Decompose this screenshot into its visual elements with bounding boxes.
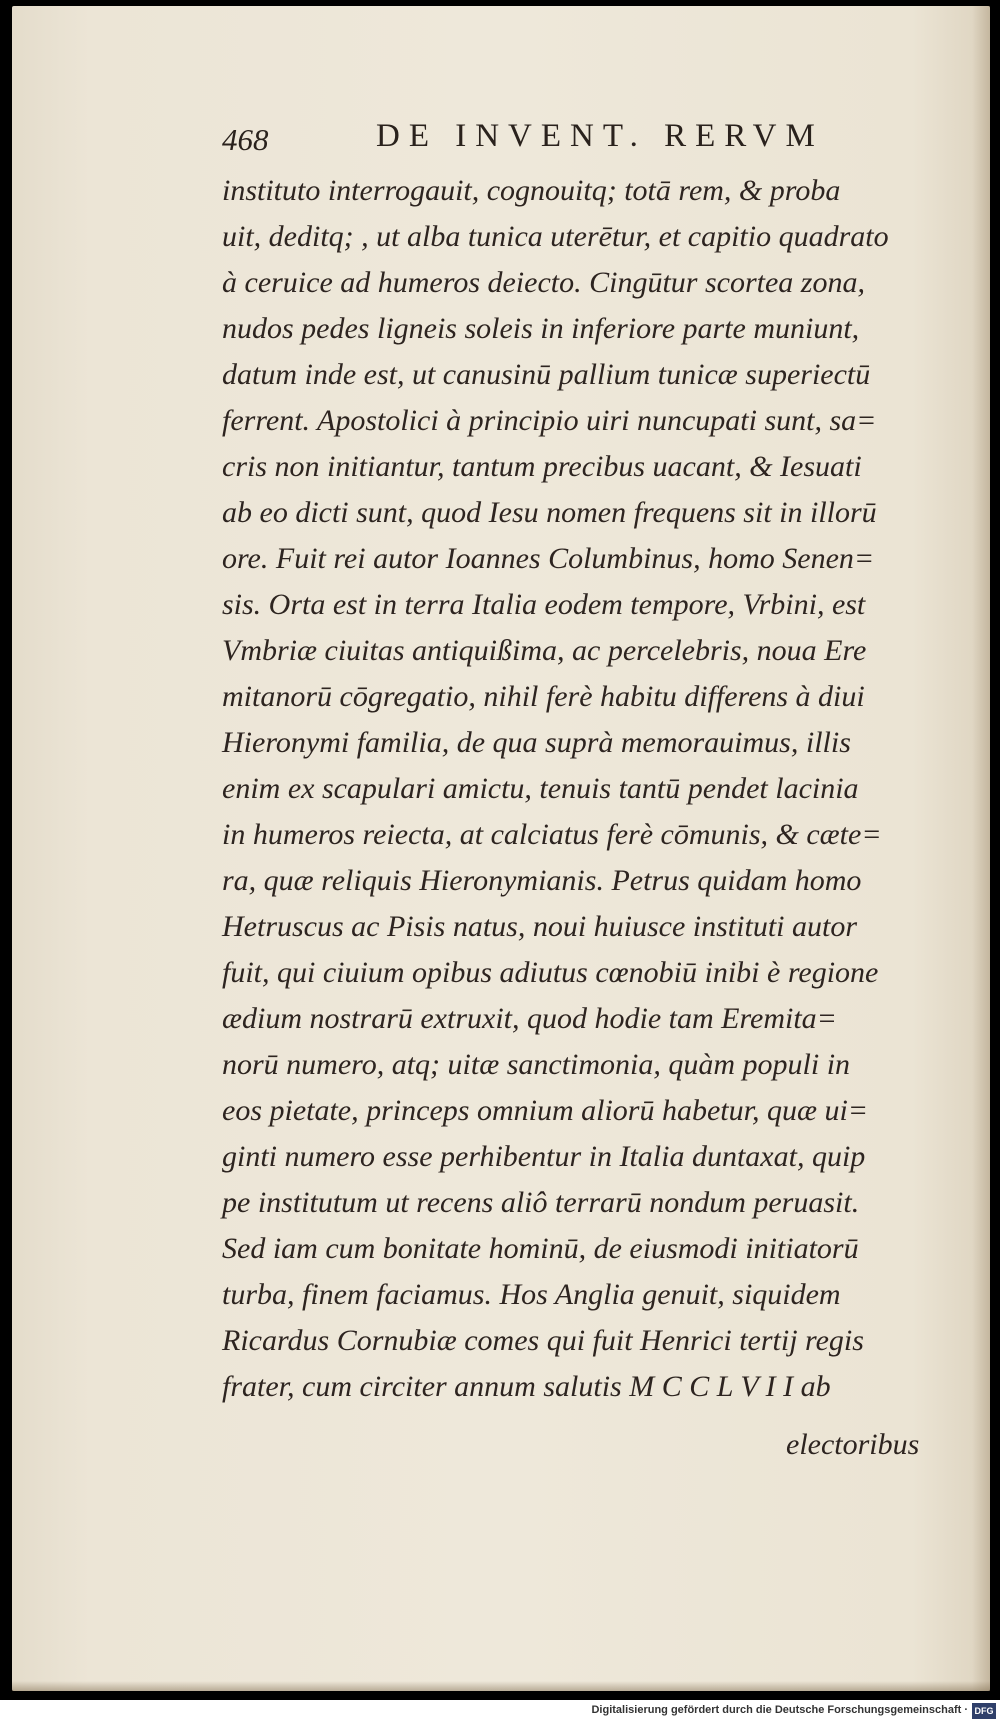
text-line: Vmbriæ ciuitas antiquißima, ac percelebris, noua Ere (222, 634, 867, 667)
running-head (222, 118, 902, 168)
text-line: nudos pedes ligneis soleis in inferiore parte muniunt, (222, 312, 860, 345)
page-edge-shadow-right (972, 6, 990, 1691)
text-line: eos pietate, princeps omnium aliorū habetur, quæ ui= (222, 1094, 869, 1127)
text-line: instituto interrogauit, cognouitq; totā rem, & proba (222, 174, 841, 207)
text-line: in humeros reiecta, at calciatus ferè cōmunis, & cæte= (222, 818, 882, 851)
page-edge-shadow-bottom (12, 1681, 990, 1691)
text-line: turba, finem faciamus. Hos Anglia genuit, siquidem (222, 1278, 841, 1311)
text-line: ore. Fuit rei autor Ioannes Columbinus, homo Senen= (222, 542, 875, 575)
dfg-logo: DFG (972, 1703, 996, 1719)
text-line: Hieronymi familia, de qua suprà memorauimus, illis (222, 726, 851, 759)
text-line: frater, cum circiter annum salutis M C C L V I I ab (222, 1370, 831, 1403)
text-line: fuit, qui ciuium opibus adiutus cœnobiū inibi è regione (222, 956, 879, 989)
text-line: à ceruice ad humeros deiecto. Cingūtur scortea zona, (222, 266, 865, 299)
text-line: uit, deditq; , ut alba tunica uterētur, et capitio quadrato (222, 220, 889, 253)
text-line: cris non initiantur, tantum precibus uacant, & Iesuati (222, 450, 862, 483)
text-line: ab eo dicti sunt, quod Iesu nomen frequens sit in illorū (222, 496, 877, 529)
text-line: ædium nostrarū extruxit, quod hodie tam Eremita= (222, 1002, 837, 1035)
text-line: Ricardus Cornubiæ comes qui fuit Henrici tertij regis (222, 1324, 864, 1357)
digitization-footer (0, 1700, 1000, 1723)
text-line: Hetruscus ac Pisis natus, noui huiusce instituti autor (222, 910, 857, 943)
text-line: ra, quæ reliquis Hieronymianis. Petrus quidam homo (222, 864, 862, 897)
text-line: sis. Orta est in terra Italia eodem tempore, Vrbini, est (222, 588, 866, 621)
text-line: enim ex scapulari amictu, tenuis tantū pendet lacinia (222, 772, 859, 805)
text-line: datum inde est, ut canusinū pallium tunicæ superiectū (222, 358, 871, 391)
funding-credit: Digitalisierung gefördert durch die Deutsche Forschungsgemeinschaft · (591, 1704, 968, 1716)
running-title: DE INVENT. RERVM (376, 118, 824, 154)
text-line: pe institutum ut recens aliô terrarū nondum peruasit. (222, 1186, 860, 1219)
text-line: ginti numero esse perhibentur in Italia duntaxat, quip (222, 1140, 866, 1173)
body-text (222, 168, 942, 1410)
text-line: norū numero, atq; uitæ sanctimonia, quàm populi in (222, 1048, 851, 1081)
text-line: Sed iam cum bonitate hominū, de eiusmodi initiatorū (222, 1232, 859, 1265)
catchword: electoribus (786, 1428, 920, 1461)
text-line: ferrent. Apostolici à principio uiri nuncupati sunt, sa= (222, 404, 877, 437)
page-number: 468 (222, 122, 269, 157)
text-line: mitanorū cōgregatio, nihil ferè habitu differens à diui (222, 680, 865, 713)
